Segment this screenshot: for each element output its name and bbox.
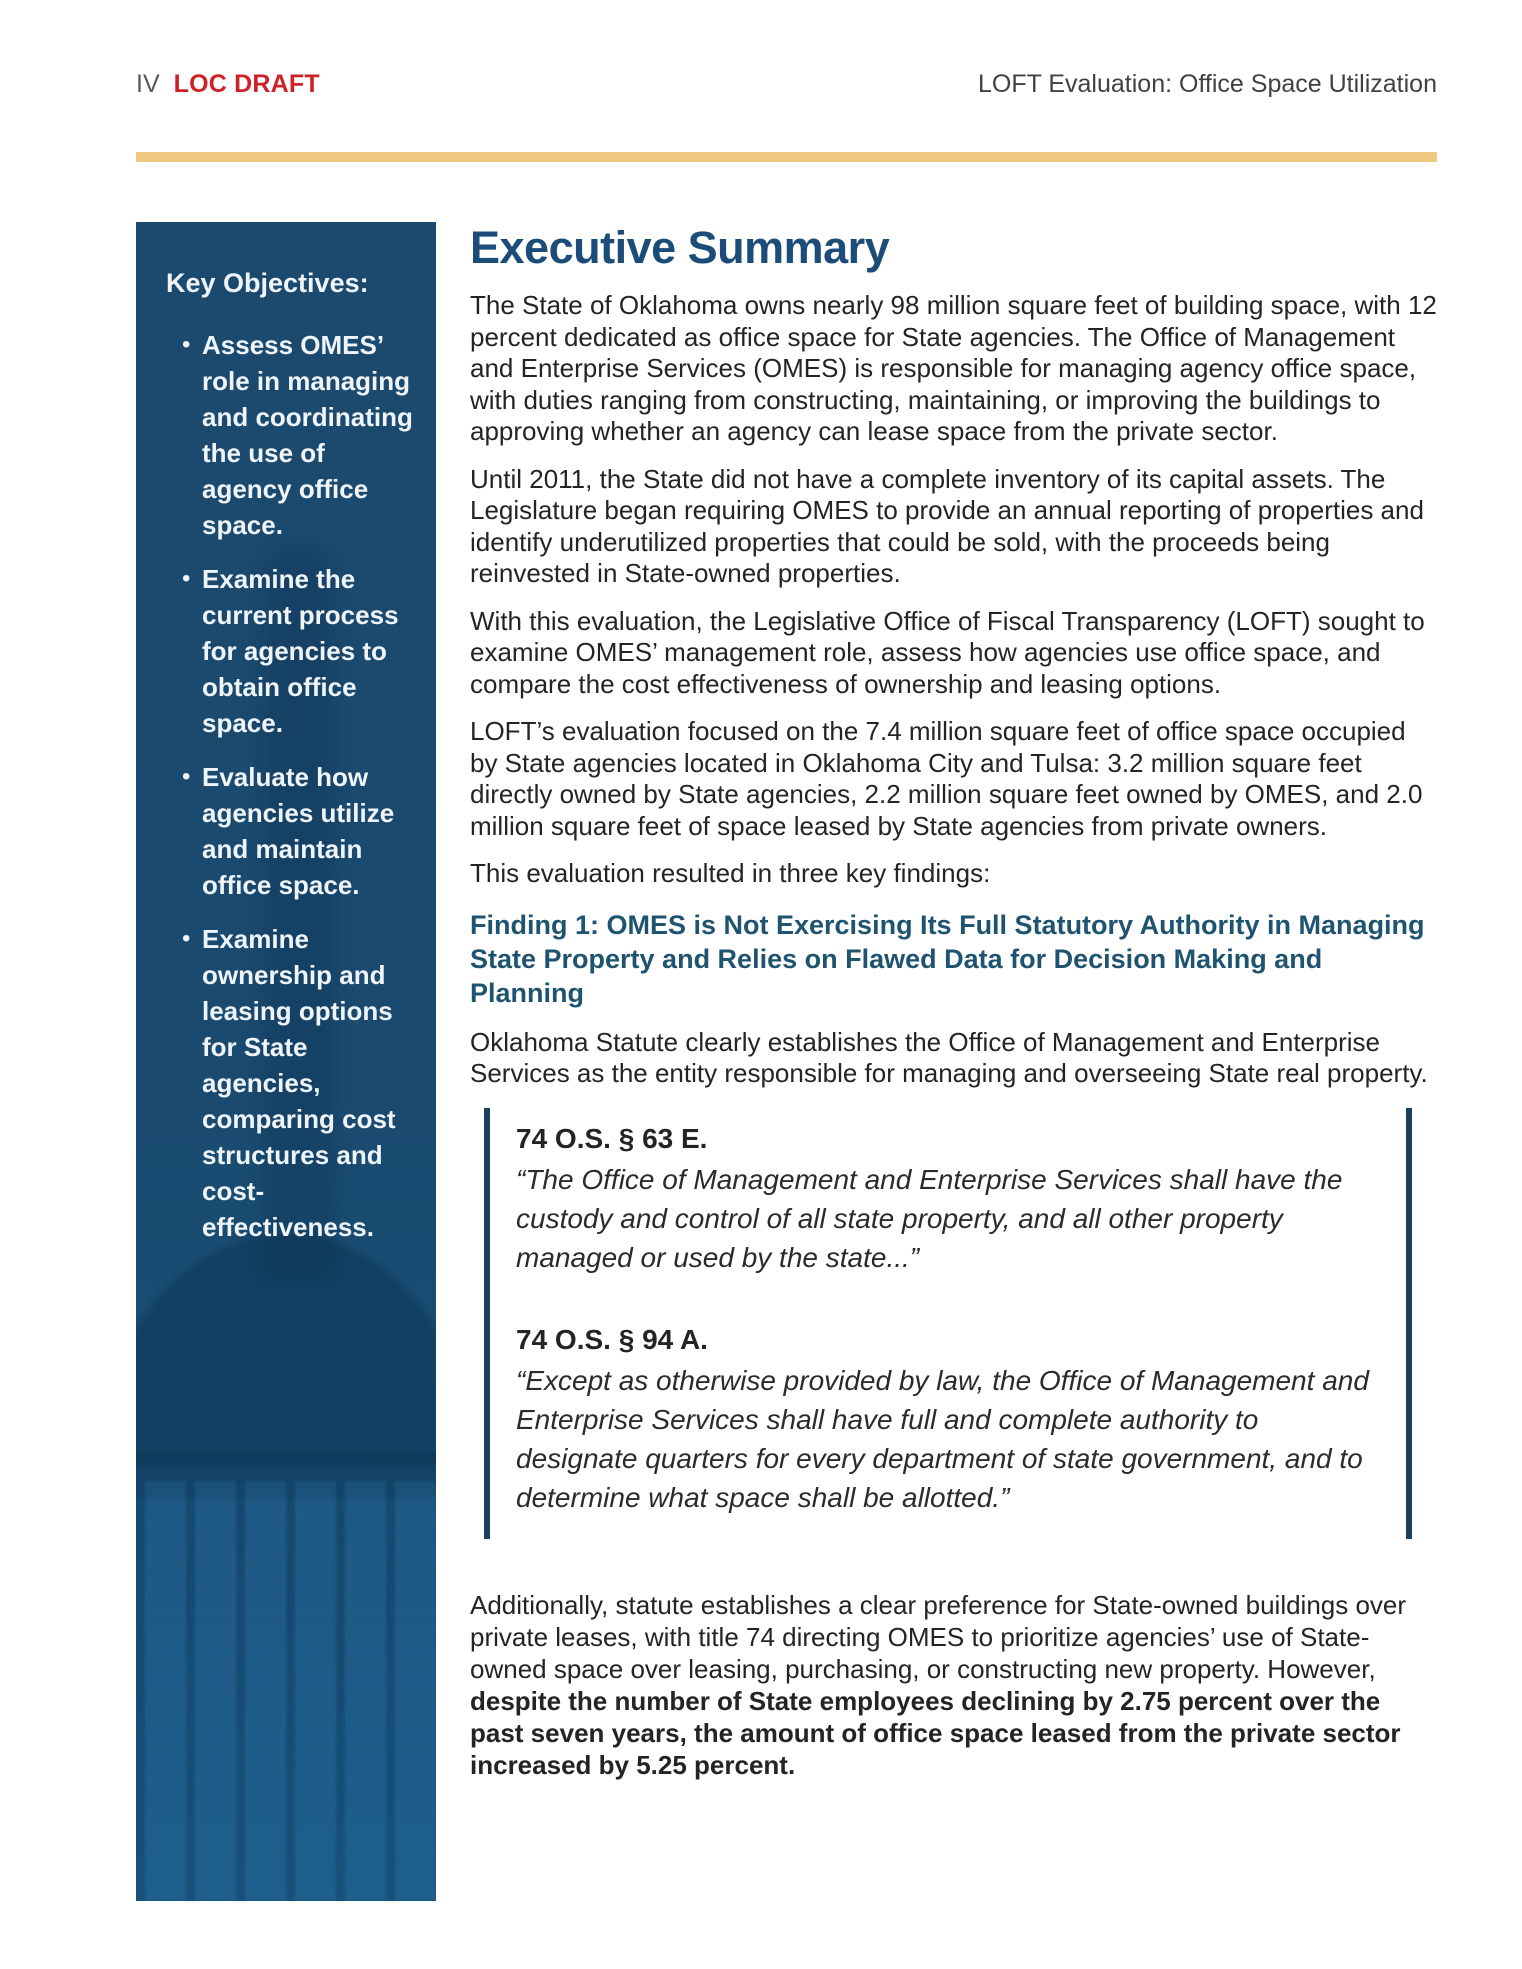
statute-ref: 74 O.S. § 63 E. xyxy=(516,1122,708,1154)
objectives-list xyxy=(166,327,414,1245)
closing-paragraph xyxy=(470,1589,1437,1781)
bullet-icon: • xyxy=(182,925,191,952)
paragraph-1: The State of Oklahoma owns nearly 98 million square feet of building space, with 12 percent dedicated as office space for State agencies. The Office of Management and Enterprise Services (OMES) is responsible for managing agency office space, with duties ranging from constructing, maintaining, or improving the buildings to approving whether an agency can lease space from the private sector. xyxy=(470,290,1437,446)
objective-item xyxy=(166,327,414,543)
objective-item xyxy=(166,921,414,1245)
objective-text: Examine ownership and leasing options for State agencies, comparing cost structures and cost-effectiveness. xyxy=(202,924,396,1242)
closing-paragraph-bold: despite the number of State employees declining by 2.75 percent over the past seven years, the amount of office space leased from the private sector increased by 5.25 percent. xyxy=(470,1685,1401,1780)
statute-text: “The Office of Management and Enterprise Services shall have the custody and control of all state property, and all other property managed or used by the state...” xyxy=(516,1163,1343,1273)
objective-text: Evaluate how agencies utilize and maintain office space. xyxy=(202,762,395,900)
capitol-dome-base-graphic xyxy=(136,1452,436,1498)
statute-quote-1 xyxy=(516,1120,1380,1277)
key-objectives-sidebar xyxy=(136,222,436,1901)
sidebar-title: Key Objectives: xyxy=(166,268,369,298)
paragraph-4: LOFT’s evaluation focused on the 7.4 million square feet of office space occupied by State agencies located in Oklahoma City and Tulsa: 3.2 million square feet directly owned by State agencies, 2.2 million square feet owned by OMES, and 2.0 million square feet of space leased by State agencies from private owners. xyxy=(470,716,1423,841)
objective-text: Assess OMES’ role in managing and coordinating the use of agency office space. xyxy=(202,330,413,540)
paragraph-3: With this evaluation, the Legislative Office of Fiscal Transparency (LOFT) sought to examine OMES’ management role, assess how agencies use office space, and compare the cost effectiveness of ownership and leasing options. xyxy=(470,605,1425,699)
objective-item xyxy=(166,561,414,741)
header-document-title: LOFT Evaluation: Office Space Utilization xyxy=(977,70,1437,98)
main-column xyxy=(470,222,1437,1797)
paragraph-after-finding: Oklahoma Statute clearly establishes the Office of Management and Enterprise Services as the entity responsible for managing and overseeing State real property. xyxy=(470,1026,1428,1088)
statute-text: “Except as otherwise provided by law, the Office of Management and Enterprise Services shall have full and complete authority to designate quarters for every department of state government, and to determine what space shall be allotted.” xyxy=(516,1364,1369,1513)
page-header xyxy=(136,70,1437,99)
page-title: Executive Summary xyxy=(470,222,890,273)
page-number: IV xyxy=(136,70,160,98)
capitol-columns-graphic xyxy=(136,1481,436,1901)
bullet-icon: • xyxy=(182,331,191,358)
objective-text: Examine the current process for agencies to obtain office space. xyxy=(202,564,399,738)
objective-item xyxy=(166,759,414,903)
page-content xyxy=(136,222,1437,1901)
closing-paragraph-normal: Additionally, statute establishes a clear preference for State-owned buildings over private leases, with title 74 directing OMES to prioritize agencies’ use of State-owned space over leasing, purchasing, or constructing new property. However, xyxy=(470,1589,1407,1684)
capitol-dome-graphic xyxy=(136,1234,436,1464)
finding-1-heading: Finding 1: OMES is Not Exercising Its Full Statutory Authority in Managing State Property and Relies on Flawed Data for Decision Making and Planning xyxy=(470,909,1425,1008)
statute-ref: 74 O.S. § 94 A. xyxy=(516,1323,708,1355)
paragraph-5: This evaluation resulted in three key findings: xyxy=(470,858,991,888)
header-divider-rule xyxy=(136,152,1437,162)
paragraph-2: Until 2011, the State did not have a complete inventory of its capital assets. The Legislature began requiring OMES to provide an annual reporting of properties and identify underutilized properties that could be sold, with the proceeds being reinvested in State-owned properties. xyxy=(470,463,1424,588)
draft-watermark-label: LOC DRAFT xyxy=(173,70,320,98)
statute-quote-2 xyxy=(516,1321,1380,1517)
bullet-icon: • xyxy=(182,565,191,592)
header-left xyxy=(136,70,320,99)
bullet-icon: • xyxy=(182,763,191,790)
statute-quote-block xyxy=(484,1108,1412,1539)
